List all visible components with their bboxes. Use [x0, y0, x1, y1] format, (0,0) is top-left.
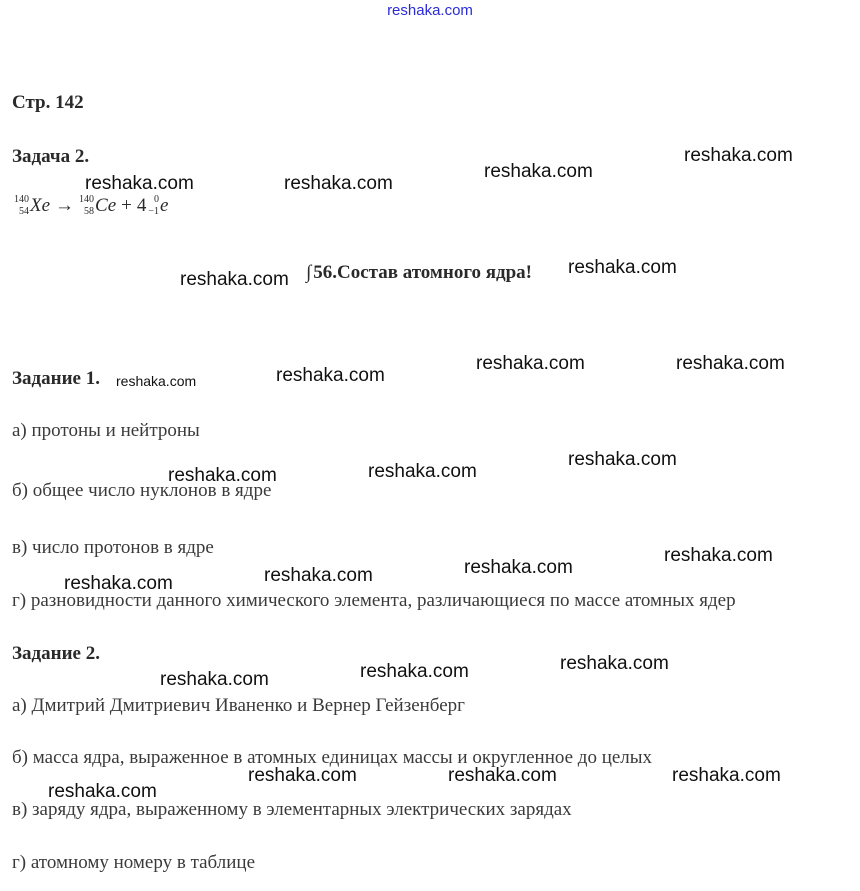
- watermark: reshaka.com: [568, 449, 677, 470]
- nuclear-equation: [14, 194, 168, 218]
- zadanie2-title: Задание 2.: [12, 643, 100, 664]
- zadanie1-title: Задание 1.: [12, 368, 100, 389]
- watermark: reshaka.com: [664, 545, 773, 566]
- watermark: reshaka.com: [448, 765, 557, 786]
- product-nuclide: [79, 194, 116, 218]
- section-title: 56.Состав атомного ядра!: [313, 262, 533, 283]
- watermark: reshaka.com: [476, 353, 585, 374]
- watermark: reshaka.com: [160, 669, 269, 690]
- zadanie2-answer-c: в) заряду ядра, выраженному в элементарных электрических зарядах: [12, 799, 572, 820]
- task2-title: Задача 2.: [12, 146, 90, 167]
- product-symbol: Ce: [95, 195, 117, 216]
- watermark: reshaka.com: [284, 173, 393, 194]
- watermark: reshaka.com: [560, 653, 669, 674]
- particle-symbol: e: [160, 195, 169, 216]
- particle-coefficient: 4: [136, 195, 147, 216]
- zadanie1-answer-c: в) число протонов в ядре: [12, 537, 214, 558]
- watermark: reshaka.com: [264, 565, 373, 586]
- watermark: reshaka.com: [180, 269, 289, 290]
- watermark: reshaka.com: [48, 781, 157, 802]
- particle-charge: −1: [148, 206, 160, 217]
- watermark: reshaka.com: [276, 365, 385, 386]
- watermark: reshaka.com: [484, 161, 593, 182]
- section-heading: [306, 262, 532, 284]
- zadanie1-answer-d: г) разновидности данного химического элемента, различающиеся по массе атомных ядер: [12, 590, 736, 611]
- integral-icon: ∫: [306, 262, 312, 283]
- zadanie1-answer-b: б) общее число нуклонов в ядре: [12, 480, 272, 501]
- watermark: reshaka.com: [672, 765, 781, 786]
- particle-nuclide: [148, 194, 168, 218]
- watermark: reshaka.com: [116, 373, 197, 389]
- reactant-nuclide: [14, 194, 50, 218]
- zadanie2-answer-d: г) атомному номеру в таблице: [12, 852, 256, 873]
- watermark: reshaka.com: [248, 765, 357, 786]
- zadanie2-answer-b: б) масса ядра, выраженное в атомных единицах массы и округленное до целых: [12, 747, 653, 768]
- plus-sign: +: [121, 195, 132, 216]
- watermark: reshaka.com: [85, 173, 194, 194]
- reactant-mass: 140: [14, 194, 29, 205]
- reactant-charge: 54: [19, 206, 29, 217]
- watermark: reshaka.com: [676, 353, 785, 374]
- watermark: reshaka.com: [168, 465, 277, 486]
- page-label: Стр. 142: [12, 92, 84, 113]
- zadanie2-answer-a: а) Дмитрий Дмитриевич Иваненко и Вернер Гейзенберг: [12, 695, 465, 716]
- reaction-arrow: →: [55, 195, 75, 216]
- product-charge: 58: [84, 206, 95, 217]
- watermark: reshaka.com: [368, 461, 477, 482]
- particle-mass: 0: [154, 194, 160, 205]
- product-mass: 140: [79, 194, 95, 205]
- watermark: reshaka.com: [360, 661, 469, 682]
- watermark: reshaka.com: [464, 557, 573, 578]
- reactant-symbol: Xe: [30, 195, 51, 216]
- site-header-link[interactable]: reshaka.com: [387, 2, 473, 19]
- watermark: reshaka.com: [64, 573, 173, 594]
- watermark: reshaka.com: [684, 145, 793, 166]
- watermark: reshaka.com: [568, 257, 677, 278]
- zadanie1-answer-a: а) протоны и нейтроны: [12, 420, 200, 441]
